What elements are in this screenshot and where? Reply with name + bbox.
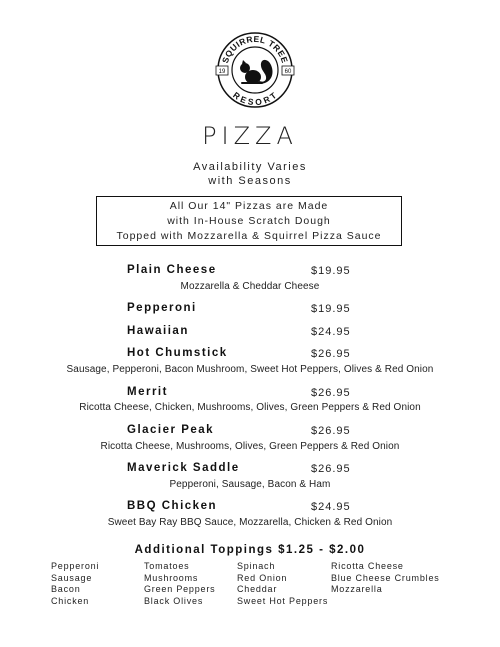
- toppings-column: [144, 561, 215, 608]
- topping-item: Sausage: [51, 572, 93, 583]
- topping-item: Black Olives: [144, 596, 204, 607]
- logo-year-left: 19: [218, 69, 226, 75]
- page-title: PIZZA: [202, 122, 298, 150]
- item-name: Hot Chumstick: [127, 347, 228, 359]
- topping-item: Cheddar: [237, 584, 278, 595]
- logo-bottom-text: RESORT: [231, 89, 279, 108]
- topping-item: Green Peppers: [144, 584, 216, 595]
- toppings-column: [237, 561, 328, 608]
- item-price: $24.95: [311, 501, 351, 513]
- item-description: Ricotta Cheese, Mushrooms, Olives, Green Peppers & Red Onion: [100, 441, 400, 452]
- item-name: BBQ Chicken: [127, 500, 217, 512]
- logo-year-right: 60: [284, 69, 292, 75]
- item-price: $26.95: [311, 348, 351, 360]
- toppings-column: [51, 561, 99, 608]
- item-price: $26.95: [311, 425, 351, 437]
- availability-line: with Seasons: [208, 175, 292, 187]
- svg-text:SQUIRREL TREE: [220, 34, 290, 65]
- notice-line: All Our 14" Pizzas are Made: [169, 200, 329, 212]
- topping-item: Spinach: [237, 561, 276, 571]
- item-price: $19.95: [311, 265, 351, 277]
- toppings-column: [331, 561, 440, 596]
- availability-line: Availability Varies: [193, 161, 307, 173]
- item-price: $19.95: [311, 303, 351, 315]
- topping-item: Sweet Hot Peppers: [237, 596, 329, 607]
- item-price: $26.95: [311, 387, 351, 399]
- logo-top-text: SQUIRREL TREE: [219, 33, 291, 65]
- item-description: Ricotta Cheese, Chicken, Mushrooms, Olives, Green Peppers & Red Onion: [79, 402, 421, 413]
- topping-item: Ricotta Cheese: [331, 561, 404, 571]
- resort-logo: [215, 30, 295, 110]
- item-name: Hawaiian: [127, 325, 189, 337]
- topping-item: Blue Cheese Crumbles: [331, 572, 440, 583]
- item-name: Merrit: [127, 386, 168, 398]
- item-description: Mozzarella & Cheddar Cheese: [180, 281, 320, 292]
- topping-item: Mushrooms: [144, 572, 199, 583]
- item-name: Plain Cheese: [127, 264, 217, 276]
- topping-item: Pepperoni: [51, 561, 100, 571]
- item-description: Pepperoni, Sausage, Bacon & Ham: [169, 479, 331, 490]
- item-name: Pepperoni: [127, 302, 197, 314]
- item-name: Maverick Saddle: [127, 462, 240, 474]
- item-description: Sausage, Pepperoni, Bacon Mushroom, Sweet Hot Peppers, Olives & Red Onion: [66, 364, 434, 375]
- notice-line: Topped with Mozzarella & Squirrel Pizza Sauce: [116, 230, 382, 242]
- notice-line: with In-House Scratch Dough: [167, 215, 331, 227]
- topping-item: Chicken: [51, 596, 90, 607]
- toppings-title: Additional Toppings $1.25 - $2.00: [134, 544, 366, 556]
- topping-item: Red Onion: [237, 572, 288, 583]
- item-name: Glacier Peak: [127, 424, 215, 436]
- dough-notice-box: [96, 196, 402, 246]
- topping-item: Bacon: [51, 584, 81, 595]
- item-price: $24.95: [311, 326, 351, 338]
- item-description: Sweet Bay Ray BBQ Sauce, Mozzarella, Chicken & Red Onion: [107, 517, 393, 528]
- topping-item: Tomatoes: [144, 561, 190, 571]
- topping-item: Mozzarella: [331, 584, 383, 595]
- availability-note: [0, 160, 500, 188]
- item-price: $26.95: [311, 463, 351, 475]
- squirrel-icon: [240, 60, 273, 84]
